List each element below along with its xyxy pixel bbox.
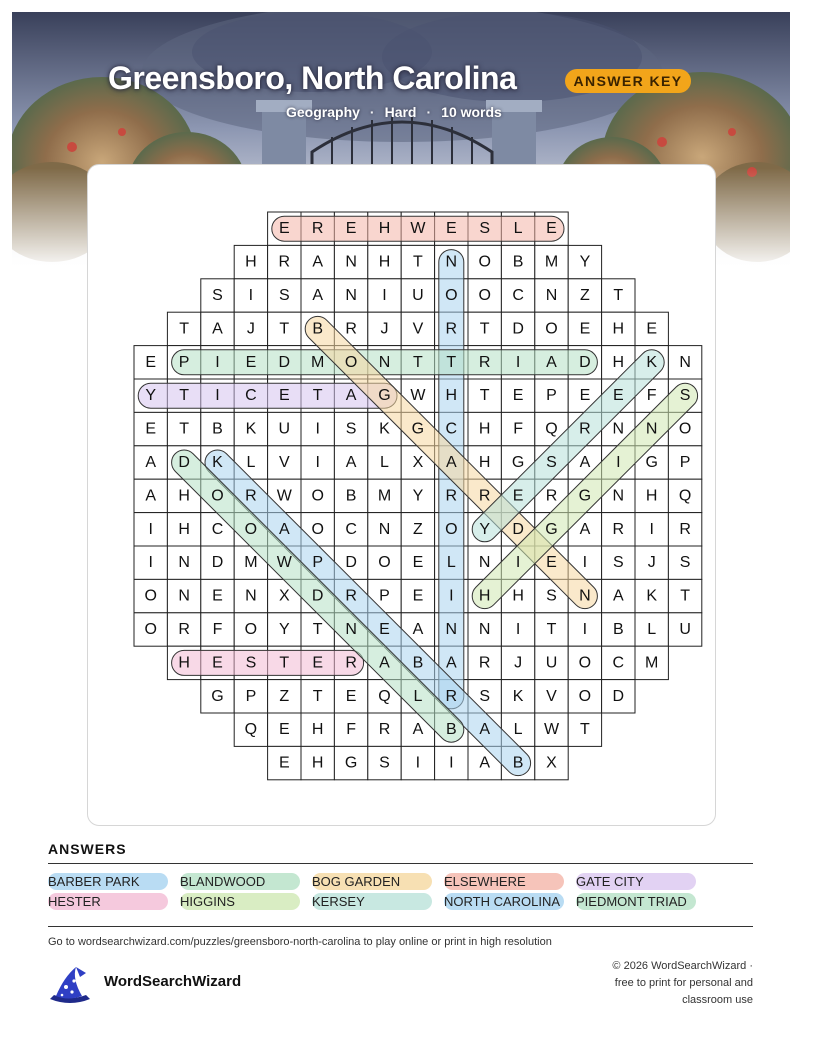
answer-label: HIGGINS	[180, 894, 235, 909]
grid-letter: A	[412, 621, 424, 638]
grid-letter: I	[515, 353, 521, 371]
grid-letter: I	[515, 554, 521, 572]
grid-letter: G	[578, 487, 592, 505]
copyright-line: free to print for personal and	[614, 977, 753, 989]
grid-letter: E	[278, 220, 290, 238]
grid-letter: A	[579, 520, 591, 538]
grid-letter: E	[412, 587, 424, 605]
grid-letter: A	[312, 287, 324, 304]
grid-letter: T	[179, 420, 189, 438]
copyright-text	[583, 958, 753, 1009]
grid-letter: K	[245, 420, 257, 438]
divider	[48, 863, 753, 864]
word-search-grid	[88, 165, 715, 825]
grid-letter: N	[579, 587, 591, 605]
grid-letter: E	[245, 353, 257, 371]
grid-letter: O	[144, 587, 157, 605]
grid-letter: X	[278, 587, 290, 605]
grid-letter: R	[345, 320, 357, 338]
grid-letter: F	[646, 387, 657, 405]
grid-letter: I	[315, 420, 320, 438]
grid-letter: O	[244, 520, 258, 538]
grid-letter: G	[511, 454, 525, 471]
grid-letter: E	[546, 220, 557, 238]
grid-letter: W	[543, 721, 560, 739]
divider	[48, 926, 753, 927]
grid-letter: C	[211, 520, 224, 538]
grid-letter: R	[679, 520, 691, 538]
grid-letter: D	[211, 554, 224, 572]
grid-letter: R	[245, 487, 257, 505]
grid-letter: H	[311, 754, 324, 772]
grid-letter: K	[212, 454, 223, 471]
grid-letter: E	[145, 353, 157, 371]
grid-letter: A	[479, 754, 491, 772]
grid-letter: H	[378, 220, 391, 238]
grid-letter: Z	[580, 287, 590, 304]
answer-word	[444, 873, 564, 890]
grid-letter: S	[679, 387, 691, 405]
grid-letter: P	[679, 454, 691, 471]
answer-label: PIEDMONT TRIAD	[576, 894, 687, 909]
grid-letter: E	[212, 654, 223, 672]
grid-letter: A	[345, 387, 357, 405]
grid-letter: E	[278, 387, 290, 405]
grid-letter: T	[479, 387, 490, 405]
grid-letter: T	[580, 721, 590, 739]
grid-letter: R	[445, 687, 458, 705]
answer-word	[312, 873, 432, 890]
grid-letter: N	[445, 253, 458, 271]
grid-letter: R	[612, 520, 625, 538]
grid-letter: B	[512, 754, 524, 772]
page-title: Greensboro, North Carolina	[108, 60, 517, 96]
grid-letter: I	[382, 287, 387, 304]
grid-letter: Y	[412, 487, 424, 505]
grid-letter: I	[449, 587, 454, 605]
grid-letter: R	[478, 487, 491, 505]
grid-letter: S	[546, 454, 557, 471]
grid-letter: I	[148, 554, 153, 572]
grid-letter: N	[545, 287, 558, 304]
grid-letter: R	[478, 353, 491, 371]
grid-letter: I	[649, 520, 654, 538]
grid-letter: A	[145, 454, 157, 471]
grid-letter: U	[412, 287, 424, 304]
grid-letter: X	[546, 754, 557, 772]
grid-letter: P	[245, 687, 257, 705]
meta-separator: ·	[426, 104, 432, 120]
grid-letter: T	[179, 320, 189, 338]
grid-letter: D	[278, 353, 291, 371]
grid-letter: P	[178, 353, 190, 371]
grid-letter: W	[276, 487, 292, 505]
answer-word	[180, 893, 300, 910]
grid-letter: D	[345, 554, 357, 572]
grid-letter: N	[378, 353, 391, 371]
grid-letter: Q	[378, 687, 391, 705]
grid-letter: O	[311, 520, 324, 538]
grid-letter: Y	[278, 621, 290, 638]
grid-letter: E	[312, 654, 324, 672]
grid-letter: W	[410, 220, 426, 238]
grid-letter: N	[245, 587, 257, 605]
grid-letter: T	[312, 387, 323, 405]
grid-letter: L	[513, 721, 523, 739]
grid-letter: P	[546, 387, 557, 405]
grid-letter: T	[179, 387, 189, 405]
grid-letter: A	[379, 654, 390, 672]
grid-letter: A	[479, 721, 491, 739]
grid-letter: E	[379, 621, 390, 638]
grid-letter: C	[612, 654, 625, 672]
puzzle-meta	[286, 104, 502, 120]
answer-label: KERSEY	[312, 894, 365, 909]
meta-separator: ·	[369, 104, 375, 120]
answer-word	[312, 893, 432, 910]
grid-letter: I	[315, 454, 320, 471]
brand-name: WordSearchWizard	[104, 973, 242, 990]
category-label: Geography	[286, 104, 360, 120]
grid-letter: G	[645, 454, 658, 471]
grid-letter: G	[545, 520, 558, 538]
grid-letter: O	[378, 554, 391, 572]
grid-letter: H	[178, 487, 190, 505]
grid-letter: O	[578, 654, 592, 672]
grid-letter: Y	[579, 253, 591, 271]
answer-word	[48, 873, 168, 890]
grid-letter: V	[278, 454, 290, 471]
grid-letter: O	[244, 621, 258, 638]
grid-letter: I	[215, 353, 220, 371]
grid-letter: T	[279, 320, 290, 338]
grid-letter: T	[312, 621, 323, 638]
grid-letter: L	[446, 554, 456, 572]
grid-letter: K	[379, 420, 390, 438]
grid-letter: U	[278, 420, 291, 438]
grid-letter: I	[582, 621, 588, 638]
grid-letter: E	[278, 721, 290, 739]
grid-letter: M	[244, 554, 258, 572]
grid-letter: A	[612, 587, 624, 605]
answer-label: ELSEWHERE	[444, 874, 526, 889]
answer-label: BOG GARDEN	[312, 874, 401, 889]
grid-letter: R	[545, 487, 558, 505]
grid-letter: I	[515, 621, 521, 638]
grid-letter: T	[413, 353, 423, 371]
answer-word	[180, 873, 300, 890]
grid-letter: H	[478, 587, 491, 605]
grid-letter: I	[616, 454, 621, 471]
grid-letter: L	[380, 454, 389, 471]
grid-letter: T	[312, 687, 323, 705]
grid-letter: H	[612, 353, 625, 371]
grid-letter: T	[413, 253, 423, 271]
grid-letter: E	[612, 387, 624, 405]
grid-letter: H	[478, 420, 491, 438]
grid-letter: N	[645, 420, 658, 438]
answer-word	[576, 873, 696, 890]
grid-letter: G	[344, 754, 358, 772]
grid-letter: A	[145, 487, 157, 505]
grid-letter: N	[478, 554, 491, 572]
grid-letter: E	[579, 387, 591, 405]
grid-letter: N	[178, 554, 190, 572]
grid-letter: Y	[479, 520, 491, 538]
grid-letter: B	[412, 654, 424, 672]
grid-letter: R	[345, 587, 357, 605]
grid-letter: H	[245, 253, 257, 271]
grid-letter: R	[178, 621, 190, 638]
grid-letter: Q	[545, 420, 558, 438]
grid-letter: Q	[244, 721, 258, 739]
grid-letter: R	[579, 420, 591, 438]
footer-url-text: Go to wordsearchwizard.com/puzzles/greensboro-north-carolina to play online or print in high resolution	[48, 936, 552, 948]
grid-letter: T	[546, 621, 557, 638]
grid-letter: U	[679, 621, 691, 638]
answer-word	[48, 893, 168, 910]
answer-label: HESTER	[48, 894, 101, 909]
grid-letter: G	[411, 420, 425, 438]
grid-letter: E	[646, 320, 658, 338]
grid-letter: S	[345, 420, 357, 438]
grid-letter: N	[378, 520, 391, 538]
grid-letter: E	[512, 387, 524, 405]
grid-letter: G	[378, 387, 391, 405]
grid-letter: H	[512, 587, 524, 605]
grid-letter: D	[612, 687, 625, 705]
grid-letter: Z	[279, 687, 290, 705]
grid-letter: N	[612, 487, 625, 505]
grid-letter: P	[312, 554, 324, 572]
grid-letter: G	[211, 687, 224, 705]
grid-letter: O	[578, 687, 592, 705]
grid-letter: E	[145, 420, 157, 438]
grid-letter: A	[312, 253, 324, 271]
grid-letter: E	[412, 554, 424, 572]
grid-letter: S	[479, 220, 491, 238]
grid-letter: W	[276, 554, 292, 572]
grid-letter: T	[613, 287, 624, 304]
grid-letter: S	[546, 587, 557, 605]
answer-key-badge: ANSWER KEY	[565, 69, 691, 93]
grid-letter: B	[512, 253, 524, 271]
grid-letter: J	[514, 654, 523, 672]
grid-letter: H	[178, 654, 190, 672]
grid-letter: E	[546, 554, 557, 572]
grid-letter: L	[413, 687, 423, 705]
grid-letter: Z	[413, 520, 423, 538]
grid-letter: Y	[145, 387, 157, 405]
grid-letter: E	[212, 587, 223, 605]
grid-letter: J	[647, 554, 656, 572]
grid-letter: A	[579, 454, 591, 471]
grid-letter: W	[410, 387, 426, 405]
word-count-label: 10 words	[441, 104, 502, 120]
grid-letter: I	[148, 520, 153, 538]
grid-letter: O	[311, 487, 324, 505]
grid-letter: T	[680, 587, 690, 605]
difficulty-label: Hard	[384, 104, 417, 120]
grid-letter: H	[645, 487, 658, 505]
grid-letter: H	[378, 253, 391, 271]
grid-letter: C	[345, 520, 357, 538]
grid-letter: E	[579, 320, 591, 338]
grid-letter: H	[612, 320, 625, 338]
grid-letter: B	[445, 721, 457, 739]
grid-letter: K	[646, 353, 658, 371]
grid-letter: N	[445, 621, 458, 638]
grid-letter: L	[246, 454, 256, 471]
grid-letter: R	[478, 654, 491, 672]
grid-letter: R	[378, 721, 391, 739]
grid-letter: I	[415, 754, 421, 772]
grid-letter: O	[445, 287, 458, 304]
grid-letter: N	[345, 287, 357, 304]
grid-letter: A	[212, 320, 223, 338]
grid-letter: P	[379, 587, 390, 605]
grid-letter: M	[645, 654, 659, 672]
grid-letter: S	[479, 687, 491, 705]
grid-letter: R	[278, 253, 291, 271]
grid-letter: J	[246, 320, 255, 338]
grid-letter: S	[379, 754, 390, 772]
grid-letter: L	[513, 220, 523, 238]
answer-label: BLANDWOOD	[180, 874, 266, 889]
grid-letter: A	[278, 520, 290, 538]
grid-letter: A	[546, 353, 557, 371]
grid-letter: O	[144, 621, 157, 638]
grid-letter: H	[478, 454, 491, 471]
grid-letter: D	[178, 454, 190, 471]
grid-letter: I	[248, 287, 254, 304]
answers-heading: ANSWERS	[48, 841, 127, 857]
grid-letter: H	[445, 387, 458, 405]
grid-letter: A	[412, 721, 424, 739]
grid-letter: D	[512, 520, 524, 538]
grid-letter: C	[445, 420, 458, 438]
grid-letter: M	[544, 253, 559, 271]
answer-label: BARBER PARK	[48, 874, 140, 889]
grid-letter: F	[346, 721, 356, 739]
copyright-line: classroom use	[682, 994, 753, 1006]
grid-letter: T	[446, 353, 457, 371]
grid-letter: N	[178, 587, 190, 605]
grid-letter: A	[445, 654, 457, 672]
grid-letter: O	[211, 487, 224, 505]
grid-letter: O	[344, 353, 358, 371]
grid-letter: E	[512, 487, 524, 505]
grid-letter: D	[512, 320, 524, 338]
grid-letter: T	[279, 654, 290, 672]
grid-letter: R	[445, 487, 458, 505]
grid-letter: C	[245, 387, 257, 405]
grid-letter: K	[512, 687, 524, 705]
grid-letter: O	[678, 420, 692, 438]
answer-word	[444, 893, 564, 910]
grid-letter: N	[679, 353, 691, 371]
grid-letter: F	[513, 420, 523, 438]
grid-letter: I	[449, 754, 454, 772]
word-highlight	[172, 650, 364, 675]
grid-letter: R	[345, 654, 357, 672]
wizard-hat-icon	[46, 963, 94, 1010]
grid-letter: N	[612, 420, 625, 438]
grid-letter: R	[445, 320, 458, 338]
answer-word	[576, 893, 696, 910]
grid-letter: I	[582, 554, 588, 572]
grid-letter: M	[311, 353, 325, 371]
grid-letter: O	[545, 320, 558, 338]
grid-letter: N	[478, 621, 491, 638]
grid-letter: B	[612, 621, 624, 638]
grid-letter: N	[345, 621, 357, 638]
puzzle-card	[87, 164, 716, 826]
grid-letter: Q	[678, 487, 692, 505]
grid-letter: H	[311, 721, 324, 739]
grid-letter: D	[579, 353, 591, 371]
answer-label: NORTH CAROLINA	[444, 894, 561, 909]
grid-letter: R	[311, 220, 324, 238]
grid-letter: F	[212, 621, 223, 638]
grid-letter: S	[612, 554, 624, 572]
copyright-line: © 2026 WordSearchWizard ·	[612, 960, 753, 972]
grid-letter: V	[546, 687, 557, 705]
grid-letter: A	[345, 454, 357, 471]
grid-letter: O	[478, 253, 491, 271]
grid-letter: B	[312, 320, 324, 338]
grid-letter: O	[445, 520, 458, 538]
grid-letter: O	[478, 287, 491, 304]
grid-letter: S	[278, 287, 290, 304]
grid-letter: J	[380, 320, 389, 338]
grid-letter: S	[245, 654, 257, 672]
grid-letter: N	[345, 253, 357, 271]
grid-letter: I	[215, 387, 220, 405]
grid-letter: C	[512, 287, 524, 304]
grid-letter: S	[212, 287, 223, 304]
answer-label: GATE CITY	[576, 874, 644, 889]
grid-letter: B	[345, 487, 357, 505]
grid-letter: X	[412, 454, 424, 471]
grid-letter: A	[445, 454, 457, 471]
grid-letter: V	[412, 320, 424, 338]
grid-letter: S	[679, 554, 691, 572]
grid-letter: U	[545, 654, 558, 672]
grid-letter: E	[278, 754, 290, 772]
grid-letter: E	[445, 220, 457, 238]
grid-letter: H	[178, 520, 190, 538]
grid-letter: K	[646, 587, 658, 605]
grid-letter: E	[345, 220, 357, 238]
grid-letter: E	[345, 687, 357, 705]
grid-letter: L	[647, 621, 657, 638]
grid-letter: M	[377, 487, 392, 505]
grid-letter: T	[479, 320, 490, 338]
grid-letter: B	[212, 420, 223, 438]
grid-letter: D	[311, 587, 324, 605]
